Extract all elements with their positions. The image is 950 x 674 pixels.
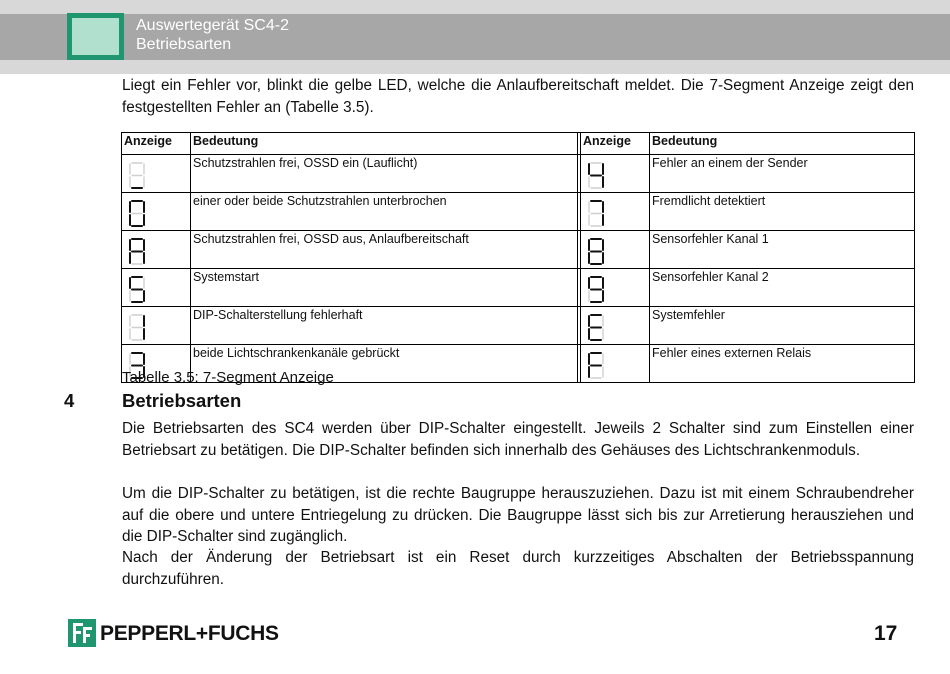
col-header-meaning-right: Bedeutung: [650, 133, 915, 155]
intro-paragraph: Liegt ein Fehler vor, blinkt die gelbe LED, welche die Anlaufbereitschaft meldet. Die 7-Segment Anzeige zeigt den festgestellten Fehler an (Tabelle 3.5).: [122, 77, 914, 116]
display-cell: [581, 155, 650, 193]
table-row: [122, 307, 915, 345]
display-cell: [581, 345, 650, 383]
seven-segment-glyph-icon: [587, 313, 605, 343]
header-bottom-strip: [0, 60, 950, 74]
seven-segment-glyph-icon: [128, 275, 146, 305]
meaning-cell: Fehler eines externen Relais: [650, 345, 915, 383]
footer-brand-name: PEPPERL+FUCHS: [100, 622, 279, 645]
table-row: [122, 155, 915, 193]
meaning-cell: Fremdlicht detektiert: [650, 193, 915, 231]
section-paragraph-1: Die Betriebsarten des SC4 werden über DIP-Schalter eingestellt. Jeweils 2 Schalter sind zum Einstellen einer Betriebsart zu betätigen. Die DIP-Schalter befinden sich innerhalb des Gehäuses des Lichtschrankenmoduls.: [122, 420, 914, 459]
display-cell: [581, 231, 650, 269]
display-cell: [122, 231, 191, 269]
pepperl-fuchs-logo-icon: [68, 619, 96, 647]
section-paragraph-2: Um die DIP-Schalter zu betätigen, ist die rechte Baugruppe herauszuziehen. Dazu ist mit einem Schraubendreher auf die obere und untere Entriegelung zu drücken. Die Baugruppe lässt sich bis zur Arretierung herausziehen und die DIP-Schalter sind zugänglich.: [122, 485, 914, 545]
display-cell: [581, 307, 650, 345]
col-header-meaning-left: Bedeutung: [191, 133, 578, 155]
seven-segment-glyph-icon: [587, 161, 605, 191]
table-caption: Tabelle 3.5: 7-Segment Anzeige: [122, 369, 334, 386]
header-title-line2: Betriebsarten: [136, 36, 232, 53]
meaning-cell: Schutzstrahlen frei, OSSD ein (Lauflicht): [191, 155, 578, 193]
header-title-line1: Auswertegerät SC4-2: [136, 17, 289, 34]
display-cell: [581, 193, 650, 231]
col-header-display-left: Anzeige: [122, 133, 191, 155]
seven-segment-glyph-icon: [587, 351, 605, 381]
section-paragraph-3: Nach der Änderung der Betriebsart ist ein Reset durch kurzzeitiges Abschalten der Betriebsspannung durchzuführen.: [122, 549, 914, 588]
meaning-cell: beide Lichtschrankenkanäle gebrückt: [191, 345, 578, 383]
seven-segment-glyph-icon: [128, 237, 146, 267]
page-number: 17: [874, 622, 898, 645]
section-title: Betriebsarten: [122, 390, 242, 411]
meaning-cell: Schutzstrahlen frei, OSSD aus, Anlaufbereitschaft: [191, 231, 578, 269]
seven-segment-glyph-icon: [587, 199, 605, 229]
section-number: 4: [64, 390, 75, 411]
table-row: [122, 193, 915, 231]
header-brand-square: [67, 13, 124, 60]
display-cell: [122, 269, 191, 307]
table-row: [122, 231, 915, 269]
meaning-cell: Systemfehler: [650, 307, 915, 345]
seven-segment-glyph-icon: [128, 161, 146, 191]
meaning-cell: DIP-Schalterstellung fehlerhaft: [191, 307, 578, 345]
meaning-cell: Sensorfehler Kanal 2: [650, 269, 915, 307]
meaning-cell: Sensorfehler Kanal 1: [650, 231, 915, 269]
table-row: [122, 269, 915, 307]
segment-display-table: [121, 132, 915, 383]
table-body: [122, 155, 915, 383]
header-title: [136, 16, 289, 54]
col-header-display-right: Anzeige: [581, 133, 650, 155]
seven-segment-glyph-icon: [128, 313, 146, 343]
seven-segment-glyph-icon: [128, 199, 146, 229]
display-cell: [122, 193, 191, 231]
display-cell: [122, 155, 191, 193]
seven-segment-glyph-icon: [587, 275, 605, 305]
header-top-strip: [0, 0, 950, 14]
meaning-cell: einer oder beide Schutzstrahlen unterbrochen: [191, 193, 578, 231]
meaning-cell: Systemstart: [191, 269, 578, 307]
display-cell: [581, 269, 650, 307]
seven-segment-glyph-icon: [587, 237, 605, 267]
meaning-cell: Fehler an einem der Sender: [650, 155, 915, 193]
display-cell: [122, 307, 191, 345]
